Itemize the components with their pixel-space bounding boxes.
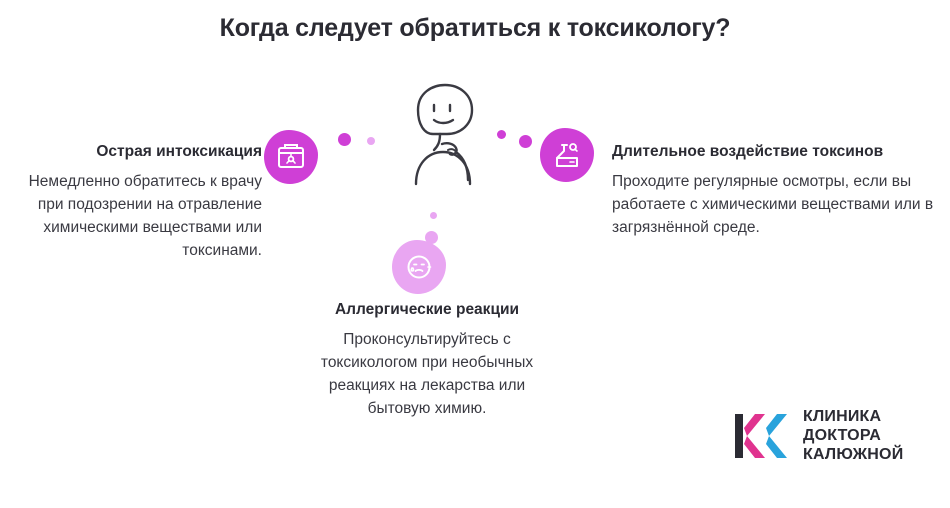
section-body: Проходите регулярные осмотры, если вы работаете с химическими веществами или в загрязнённой среде. (612, 173, 934, 237)
poison-hazard-icon (264, 130, 318, 184)
allergy-face-icon (392, 240, 446, 294)
logo-line-3: КАЛЮЖНОЙ (803, 445, 904, 463)
section-allergic-reactions (296, 300, 558, 421)
section-acute-intoxication (0, 142, 262, 263)
decorative-dot (367, 137, 375, 145)
logo-line-1: КЛИНИКА (803, 408, 882, 425)
section-body: Проконсультируйтесь с токсикологом при необычных реакциях на лекарства или бытовую химию. (320, 331, 534, 418)
decorative-dot (497, 130, 506, 139)
clinic-logo (735, 408, 903, 465)
section-body: Немедленно обратитесь к врачу при подозрении на отравление химическими веществами или токсинами. (28, 173, 262, 260)
section-heading: Аллергические реакции (334, 301, 520, 318)
kk-logo-mark (735, 410, 793, 462)
logo-wordmark (803, 408, 903, 465)
logo-line-2: ДОКТОРА (803, 426, 882, 444)
section-heading: Острая интоксикация (96, 143, 262, 160)
section-heading: Длительное воздействие токсинов (612, 143, 884, 160)
thinking-person-icon (398, 80, 488, 190)
lab-flask-icon (540, 128, 594, 182)
page-title: Когда следует обратиться к токсикологу? (219, 14, 731, 42)
section-long-term-exposure (612, 142, 950, 240)
decorative-dot (430, 212, 437, 219)
decorative-dot (519, 135, 532, 148)
decorative-dot (338, 133, 351, 146)
